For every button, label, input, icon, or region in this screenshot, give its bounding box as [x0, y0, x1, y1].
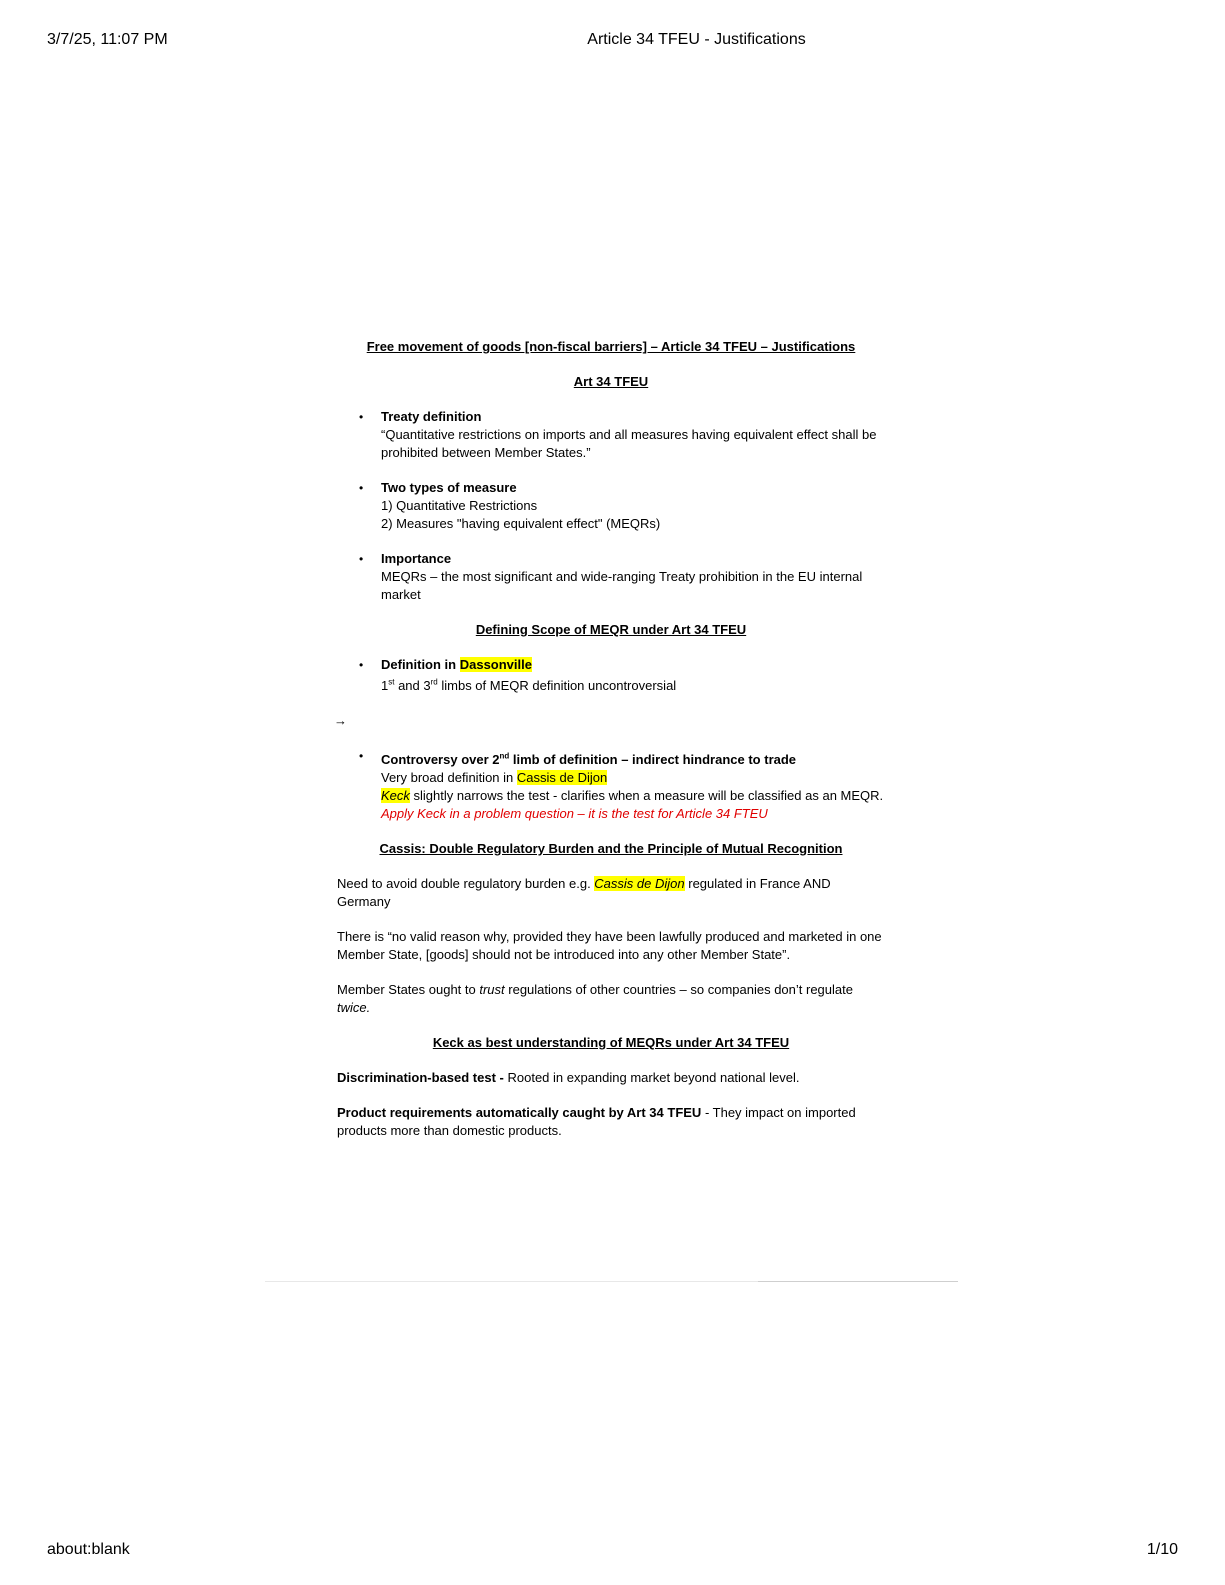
paragraph-trust — [337, 981, 885, 1017]
superscript: rd — [430, 678, 438, 687]
list-item-treaty-definition — [337, 408, 885, 462]
emphasis: twice. — [337, 999, 371, 1015]
list-item-importance — [337, 550, 885, 604]
bullet-label: Importance — [381, 551, 452, 566]
paragraph-discrimination — [337, 1069, 885, 1087]
superscript: nd — [499, 751, 510, 761]
keck-text: slightly narrows the test - clarifies when a measure will be classified as an MEQR. — [409, 787, 884, 803]
arrow-right-icon: → — [334, 713, 347, 729]
emphasis: trust — [479, 981, 505, 997]
section-heading-cassis: Cassis: Double Regulatory Burden and the Principle of Mutual Recognition — [379, 840, 843, 856]
para-part: Rooted in expanding market beyond national level. — [507, 1069, 800, 1085]
scope-bullet-list — [337, 656, 885, 695]
para-label: Discrimination-based test - — [337, 1069, 508, 1085]
para-part: regulations of other countries – so companies don’t regulate — [504, 981, 853, 997]
document-body — [334, 338, 885, 1140]
limbs-part: limbs of MEQR definition uncontroversial — [437, 678, 677, 694]
limbs-part: and 3 — [394, 678, 431, 694]
case-name-highlight: Cassis de Dijon — [594, 875, 685, 891]
section-heading-scope: Defining Scope of MEQR under Art 34 TFEU — [475, 622, 747, 637]
para-label: Product requirements automatically caught by Art 34 TFEU — [337, 1104, 702, 1120]
list-item-controversy — [337, 747, 885, 822]
broad-text: Very broad definition in — [381, 769, 517, 785]
bullet-line: 1) Quantitative Restrictions — [381, 498, 538, 513]
bullet-label — [381, 752, 796, 767]
art34-bullet-list — [337, 408, 885, 604]
paragraph-product — [337, 1104, 885, 1140]
section-heading-keck: Keck as best understanding of MEQRs under Art 34 TFEU — [432, 1034, 790, 1050]
para-part: regulated in France AND Germany — [337, 875, 831, 909]
print-url: about:blank — [47, 1541, 130, 1558]
list-item-two-types — [337, 479, 885, 533]
list-item-definition — [337, 656, 885, 695]
bullet-label: Treaty definition — [381, 409, 482, 424]
para-part: Member States ought to — [337, 981, 480, 997]
para-part: - They impact on imported products more than domestic products. — [337, 1104, 856, 1138]
case-name-highlight: Keck — [381, 787, 410, 803]
controversy-bullet-list — [337, 747, 885, 822]
paragraph-double-burden — [337, 875, 885, 911]
print-page-number: 1/10 — [1146, 1541, 1178, 1558]
para-part: Need to avoid double regulatory burden e.g. — [337, 875, 595, 891]
label-part: limb of definition – indirect hindrance to trade — [509, 751, 797, 767]
bullet-icon: • — [359, 410, 364, 424]
bullet-label: Two types of measure — [381, 480, 517, 495]
bullet-label: Definition in — [381, 657, 460, 672]
paragraph-quote: There is “no valid reason why, provided they have been lawfully produced and marketed in one Member State, [goods] should not be introduced into any other Member State”. — [337, 928, 882, 962]
bullet-text: “Quantitative restrictions on imports and all measures having equivalent effect shall be prohibited between Member States.” — [381, 427, 877, 460]
print-page-title: Article 34 TFEU - Justifications — [587, 31, 806, 48]
bullet-text: MEQRs – the most significant and wide-ranging Treaty prohibition in the EU internal market — [381, 569, 863, 602]
limbs-text — [381, 678, 676, 693]
bullet-icon: • — [359, 552, 364, 566]
apply-keck-note: Apply Keck in a problem question – it is the test for Article 34 FTEU — [381, 805, 768, 821]
document-title: Free movement of goods [non-fiscal barriers] – Article 34 TFEU – Justifications — [366, 339, 856, 354]
bullet-icon: • — [359, 481, 364, 495]
bullet-icon: • — [359, 749, 364, 764]
print-datetime: 3/7/25, 11:07 PM — [47, 31, 168, 48]
page-divider-segment — [758, 1281, 958, 1282]
case-name-highlight: Cassis de Dijon — [516, 769, 608, 785]
section-heading-art34: Art 34 TFEU — [573, 374, 649, 389]
bullet-line: 2) Measures "having equivalent effect" (MEQRs) — [381, 516, 661, 531]
label-part: Controversy over 2 — [381, 751, 500, 767]
case-name-highlight: Dassonville — [459, 657, 532, 672]
limbs-part: 1 — [381, 678, 389, 694]
superscript: st — [388, 678, 395, 687]
bullet-icon: • — [359, 658, 364, 672]
